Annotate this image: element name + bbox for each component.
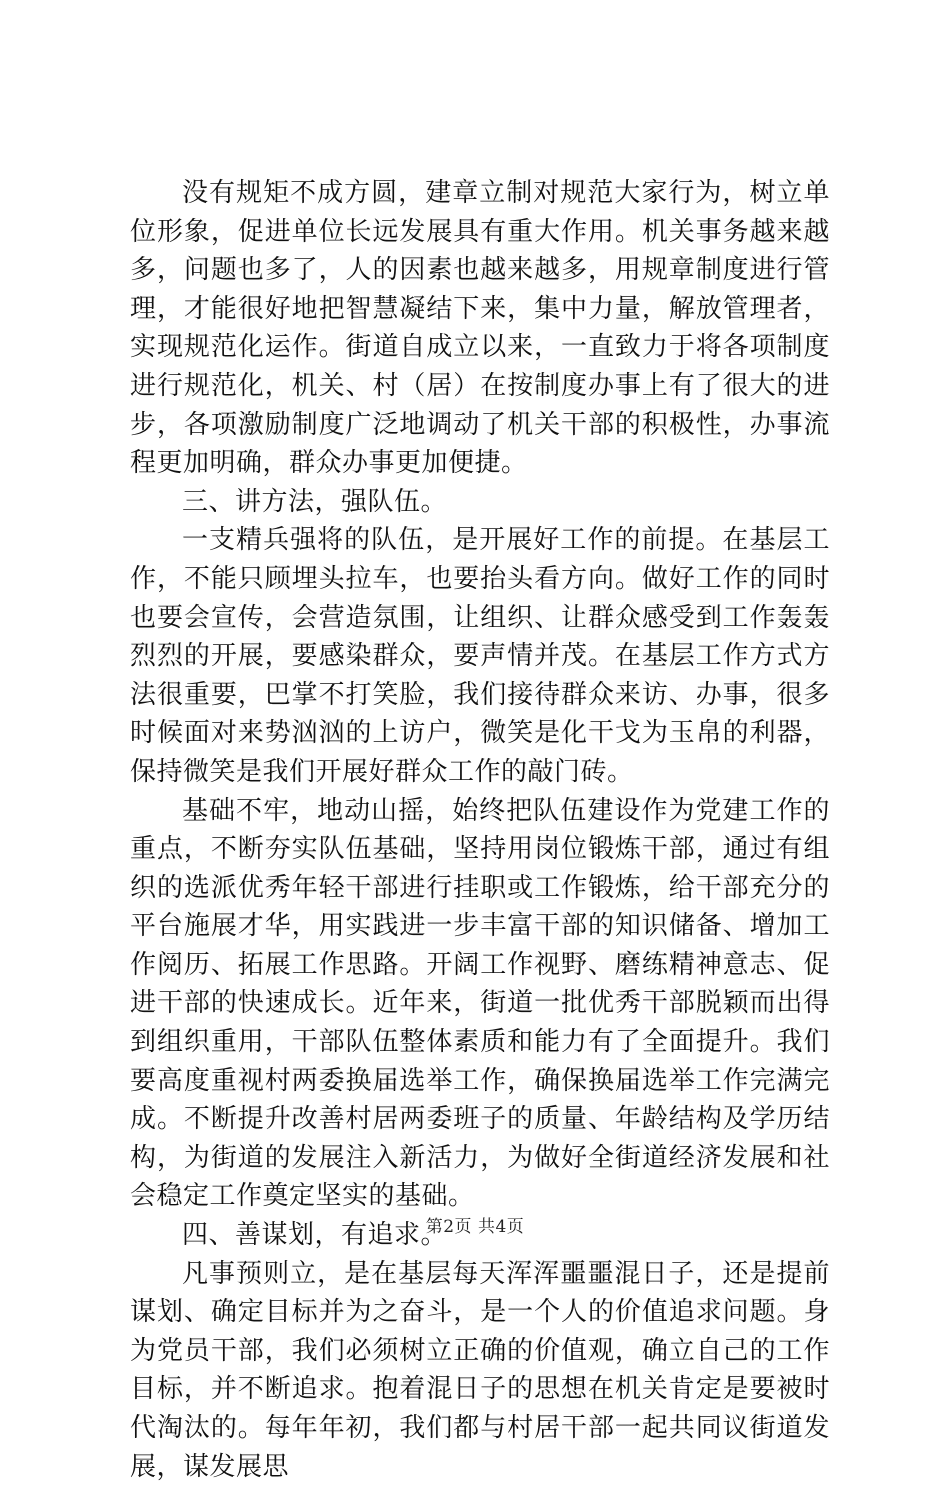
page-number-footer: 第2页 共4页 [425,1217,525,1237]
section-heading-3: 三、讲方法，强队伍。 [182,486,448,517]
paragraph-rules: 没有规矩不成方圆，建章立制对规范大家行为，树立单位形象，促进单位长远发展具有重大作用。机关事务越来越多，问题也多了，人的因素也越来越多，用规章制度进行管理，才能很好地把智慧凝结下来，集中力量，解放管理者，实现规范化运作。街道自成立以来，一直致力于将各项制度进行规范化，机关、村（居）在按制度办事上有了很大的进步，各项激励制度广泛地调动了机关干部的积极性，办事流程更加明确，群众办事更加便捷。 [130,178,830,479]
paragraph-team-methods: 一支精兵强将的队伍，是开展好工作的前提。在基层工作，不能只顾埋头拉车，也要抬头看方向。做好工作的同时也要会宣传，会营造氛围，让组织、让群众感受到工作轰轰烈烈的开展，要感染群众，要声情并茂。在基层工作方式方法很重要，巴掌不打笑脸，我们接待群众来访、办事，很多时候面对来势汹汹的上访户，微笑是化干戈为玉帛的利器，保持微笑是我们开展好群众工作的敲门砖。 [130,525,830,787]
section-heading-4: 四、善谋划，有追求。 [182,1220,448,1251]
paragraph-team-building: 基础不牢，地动山摇，始终把队伍建设作为党建工作的重点，不断夯实队伍基础，坚持用岗位锻炼干部，通过有组织的选派优秀年轻干部进行挂职或工作锻炼，给干部充分的平台施展才华，用实践进一步丰富干部的知识储备、增加工作阅历、拓展工作思路。开阔工作视野、磨练精神意志、促进干部的快速成长。近年来，街道一批优秀干部脱颖而出得到组织重用，干部队伍整体素质和能力有了全面提升。我们要高度重视村两委换届选举工作，确保换届选举工作完满完成。不断提升改善村居两委班子的质量、年龄结构及学历结构，为街道的发展注入新活力，为做好全街道经济发展和社会稳定工作奠定坚实的基础。 [130,795,830,1212]
paragraph-planning: 凡事预则立，是在基层每天浑浑噩噩混日子，还是提前谋划、确定目标并为之奋斗，是一个人的价值追求问题。身为党员干部，我们必须树立正确的价值观，确立自己的工作目标，并不断追求。抱着混日子的思想在机关肯定是要被时代淘汰的。每年年初，我们都与村居干部一起共同议街道发展，谋发展思 [130,1258,830,1482]
document-body [130,174,830,1486]
